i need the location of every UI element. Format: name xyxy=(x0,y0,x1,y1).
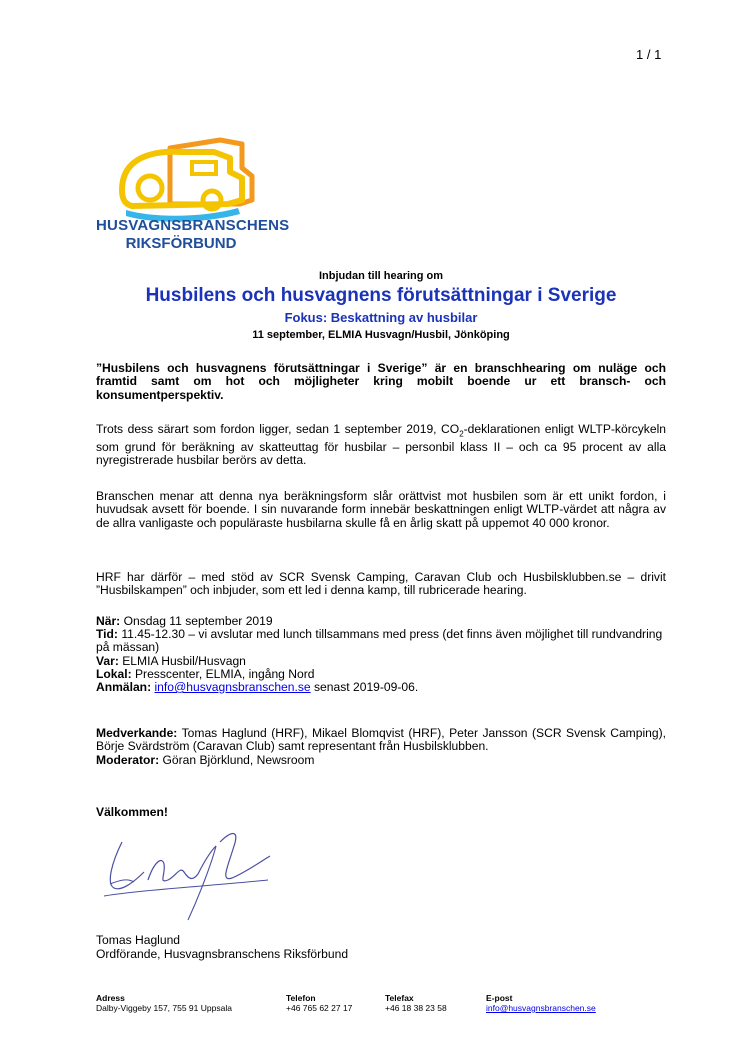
logo-text-line1: HUSVAGNSBRANSCHENS xyxy=(96,217,290,234)
footer-address: Adress Dalby-Viggeby 157, 755 91 Uppsala xyxy=(96,993,232,1013)
logo-text-line2: RIKSFÖRBUND xyxy=(125,235,237,252)
signature-image xyxy=(100,822,280,932)
footer-fax: Telefax +46 18 38 23 58 xyxy=(385,993,447,1013)
paragraph-tax: Trots dess särart som fordon ligger, sedan 1 september 2019, $CO_2$-deklarationen enligt WLTP-körcykeln som grund för beräkning av skatteuttag för husbilar – personbil klass II – och ca 95 procent av alla nyregistrerade husbilar berörs av detta. xyxy=(96,422,666,467)
intro-paragraph: ”Husbilens och husvagnens förutsättningar i Sverige” är en branschhearing om nuläge och framtid samt om hot och möjligheter kring mobilt boende ur ett bransch- och konsumentperspektiv. xyxy=(96,361,666,402)
footer-phone: Telefon +46 765 62 27 17 xyxy=(286,993,353,1013)
detail-where: Var: ELMIA Husbil/Husvagn xyxy=(96,654,246,668)
signup-email-link[interactable]: info@husvagnsbranschen.se xyxy=(154,680,311,694)
signer-name: Tomas Haglund xyxy=(96,933,181,947)
date-place-line: 11 september, ELMIA Husvagn/Husbil, Jönköping xyxy=(252,329,510,341)
detail-when: När: Onsdag 11 september 2019 xyxy=(96,614,273,628)
footer-email: E-post info@husvagnsbranschen.se xyxy=(486,993,596,1013)
participants-paragraph: Medverkande: Tomas Haglund (HRF), Mikael Blomqvist (HRF), Peter Jansson (SCR Svensk Camping), Börje Svärdström (Caravan Club) samt representant från Husbilsklubben. xyxy=(96,726,666,754)
detail-time: Tid: 11.45-12.30 – vi avslutar med lunch tillsammans med press (det finns även möjlighet till rundvandring på mässan) xyxy=(96,627,663,655)
document-title: Husbilens och husvagnens förutsättningar i Sverige xyxy=(145,285,617,306)
welcome-text: Välkommen! xyxy=(96,805,168,819)
footer-email-link[interactable]: info@husvagnsbranschen.se xyxy=(486,1003,596,1013)
moderator-line: Moderator: Göran Björklund, Newsroom xyxy=(96,753,315,767)
invitation-line: Inbjudan till hearing om xyxy=(318,270,444,282)
signer-role: Ordförande, Husvagnsbranschens Riksförbund xyxy=(96,947,349,961)
paragraph-industry: Branschen menar att denna nya beräkningsform slår orättvist mot husbilen som är ett unikt fordon, i huvudsak avsett för boende. I sin nuvarande form innebär beskattningen enligt WLTP-värdet att några av de allra vanligaste och populäraste husbilarna skulle få en årlig skatt på uppemot 40 000 kronor. xyxy=(96,489,666,530)
focus-subtitle: Fokus: Beskattning av husbilar xyxy=(284,310,478,325)
detail-signup: Anmälan: info@husvagnsbranschen.se senast 2019-09-06. xyxy=(96,680,419,694)
page-number: 1 / 1 xyxy=(636,47,662,62)
detail-room: Lokal: Presscenter, ELMIA, ingång Nord xyxy=(96,667,315,681)
paragraph-campaign: HRF har därför – med stöd av SCR Svensk Camping, Caravan Club och Husbilsklubben.se – drivit ”Husbilskampen” och inbjuder, som ett led i denna kamp, till rubricerade hearing. xyxy=(96,570,666,598)
